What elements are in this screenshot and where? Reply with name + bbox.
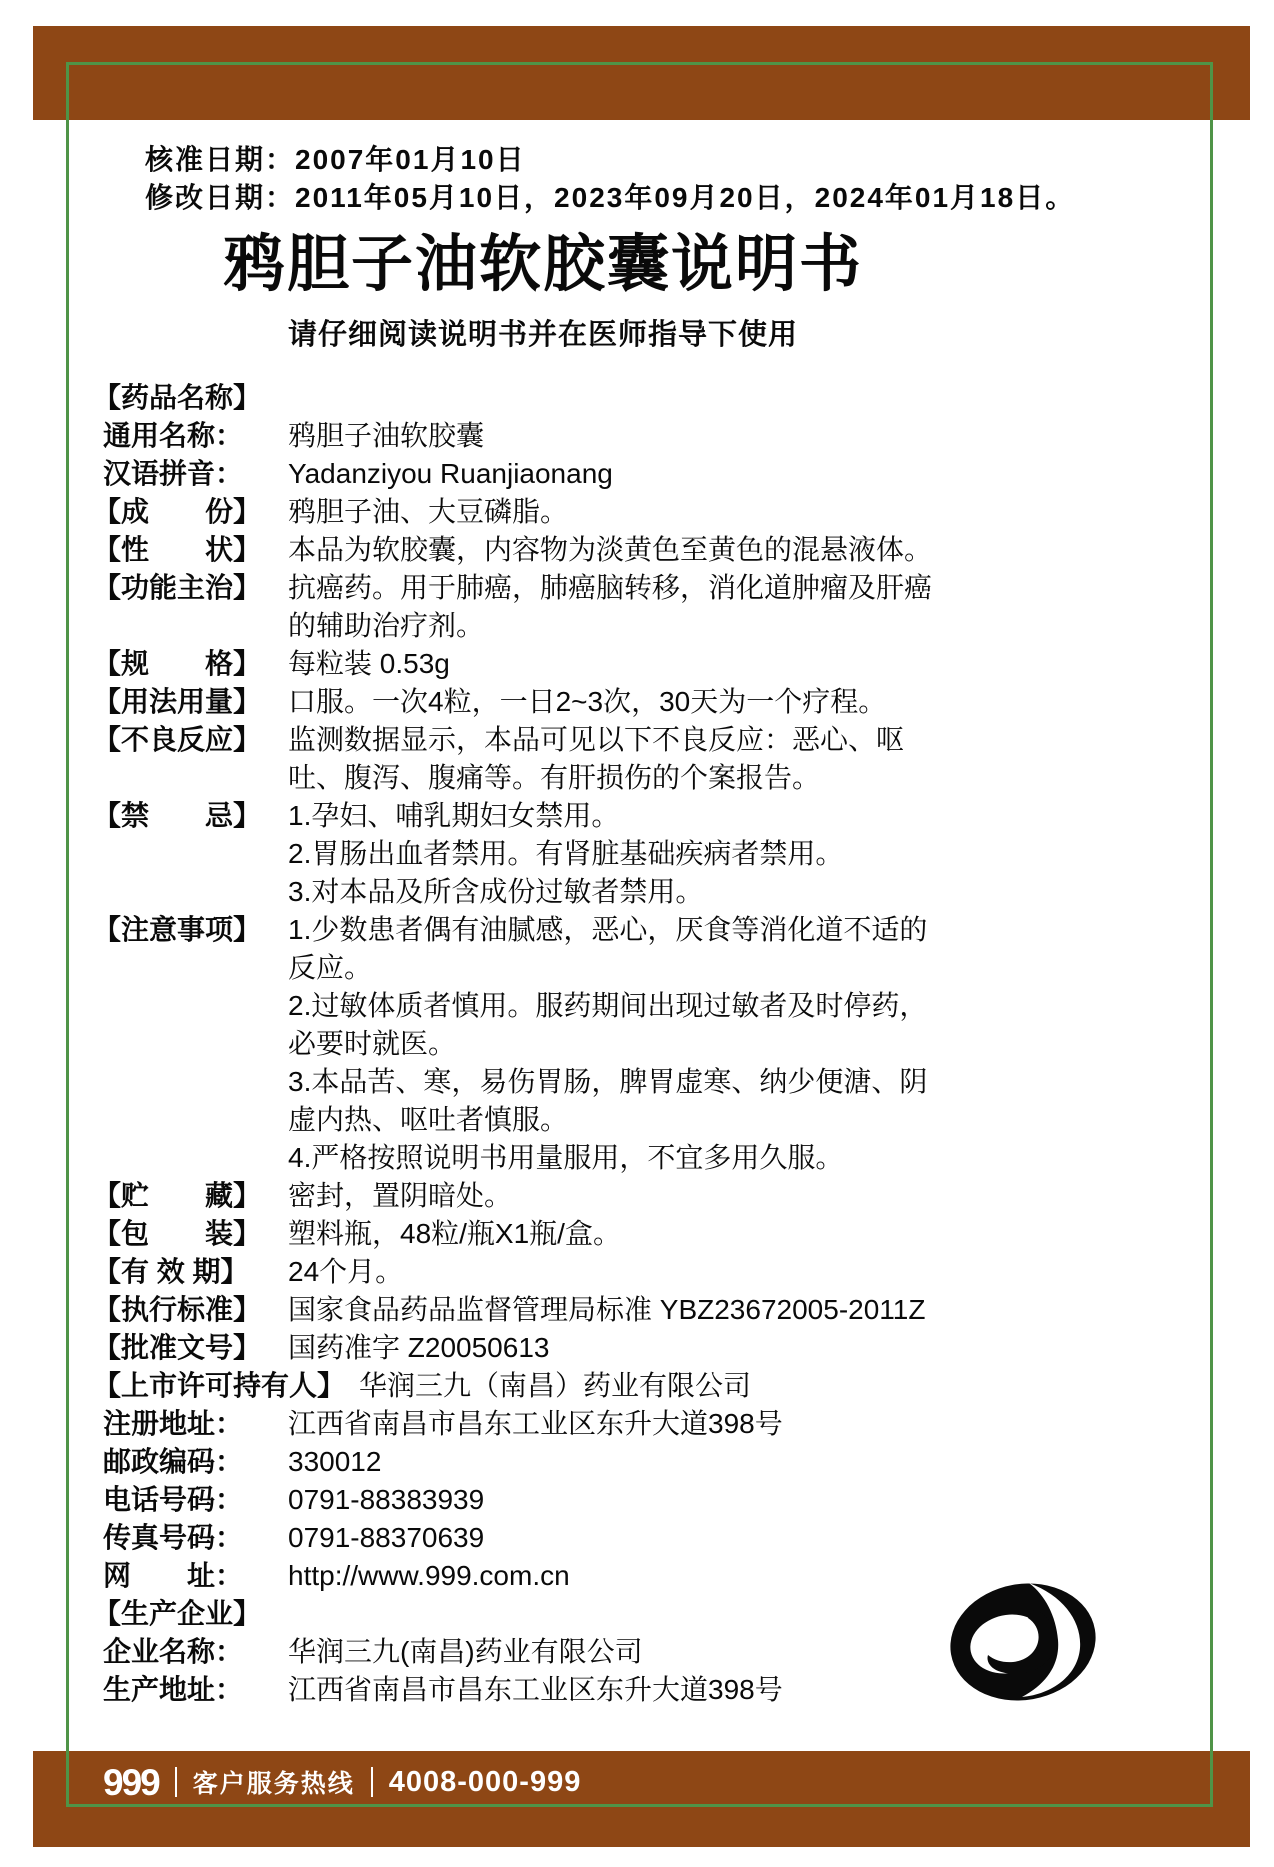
spec-label: 传真号码：: [103, 1522, 244, 1553]
spec-text: 华润三九（南昌）药业有限公司: [359, 1370, 752, 1401]
spec-label: 【注意事项】: [93, 914, 262, 945]
spec-row: [93, 1481, 1183, 1519]
spec-row: [93, 455, 1183, 493]
revision-date-label: 修改日期：: [145, 182, 296, 213]
spec-label: 【包 装】: [93, 1218, 262, 1249]
spec-text: Yadanziyou Ruanjiaonang: [288, 458, 613, 489]
spec-text: 江西省南昌市昌东工业区东升大道398号: [288, 1408, 783, 1439]
spec-label: 【规 格】: [93, 648, 262, 679]
bottom-brown-band: [33, 1751, 1250, 1847]
spec-text: 1.孕妇、哺乳期妇女禁用。: [288, 800, 620, 831]
footer-divider: [371, 1767, 373, 1797]
spec-row: [93, 1329, 1183, 1367]
revision-date-line: [145, 179, 1075, 217]
footer-divider: [175, 1767, 177, 1797]
spec-text: 本品为软胶囊，内容物为淡黄色至黄色的混悬液体。: [288, 534, 933, 565]
spec-row: [93, 1063, 1183, 1139]
page-title: 鸦胆子油软胶囊说明书: [222, 230, 863, 299]
spec-label: 【禁 忌】: [93, 800, 262, 831]
spec-text: 华润三九(南昌)药业有限公司: [288, 1636, 643, 1667]
spec-row: [93, 1405, 1183, 1443]
spec-label: 【执行标准】: [93, 1294, 262, 1325]
spec-label: 网 址：: [103, 1560, 244, 1591]
footer-999-logotype: 999: [103, 1761, 159, 1803]
spec-text: 密封，置阴暗处。: [288, 1180, 513, 1211]
spec-label: 邮政编码：: [103, 1446, 244, 1477]
spec-rows: [93, 379, 1183, 1709]
footer-hotline-bar: [103, 1760, 581, 1804]
spec-label: 【性 状】: [93, 534, 262, 565]
spec-label: 生产地址：: [103, 1674, 244, 1705]
spec-row: [93, 683, 1183, 721]
spec-row: [93, 1215, 1183, 1253]
spec-label: 【贮 藏】: [93, 1180, 262, 1211]
spec-row: [93, 379, 1183, 417]
spec-text: 24个月。: [288, 1256, 404, 1287]
spec-label: 【功能主治】: [93, 572, 262, 603]
spec-text: 国药准字 Z20050613: [288, 1332, 550, 1363]
spec-text: 监测数据显示，本品可见以下不良反应：恶心、呕吐、腹泻、腹痛等。有肝损伤的个案报告。: [288, 724, 905, 793]
title-block: [93, 230, 993, 353]
spec-text: 2.胃肠出血者禁用。有肾脏基础疾病者禁用。: [288, 838, 844, 869]
spec-row: [93, 1253, 1183, 1291]
spec-row: [93, 911, 1183, 987]
spec-row: [93, 1177, 1183, 1215]
spec-text: 4.严格按照说明书用量服用，不宜多用久服。: [288, 1142, 844, 1173]
spec-label: 【药品名称】: [93, 382, 262, 413]
spec-text: 国家食品药品监督管理局标准 YBZ23672005-2011Z: [288, 1294, 926, 1325]
spec-text: 江西省南昌市昌东工业区东升大道398号: [288, 1674, 783, 1705]
spec-text: 塑料瓶，48粒/瓶X1瓶/盒。: [288, 1218, 621, 1249]
spec-label: 【成 份】: [93, 496, 262, 527]
spec-row: [93, 531, 1183, 569]
approval-date-label: 核准日期：: [145, 144, 296, 175]
spec-row: [93, 835, 1183, 873]
spec-row: [93, 417, 1183, 455]
spec-row: [93, 645, 1183, 683]
spec-text: 330012: [288, 1446, 382, 1477]
spec-text: 3.对本品及所含成份过敏者禁用。: [288, 876, 704, 907]
spec-row: [93, 569, 1183, 645]
spec-label: 通用名称：: [103, 420, 244, 451]
spec-text: 1.少数患者偶有油腻感，恶心，厌食等消化道不适的反应。: [288, 914, 928, 983]
approval-date-line: [145, 141, 1075, 179]
spec-text: 抗癌药。用于肺癌，肺癌脑转移，消化道肿瘤及肝癌的辅助治疗剂。: [288, 572, 933, 641]
spec-row: [93, 797, 1183, 835]
spec-label: 【上市许可持有人】: [93, 1370, 346, 1401]
spec-label: 【用法用量】: [93, 686, 262, 717]
hotline-number: 4008-000-999: [388, 1765, 582, 1798]
spec-row: [93, 493, 1183, 531]
top-brown-band: [33, 26, 1250, 120]
spec-label: 【生产企业】: [93, 1598, 262, 1629]
customer-service-label: 客户服务热线: [192, 1770, 355, 1798]
spec-label: 企业名称：: [103, 1636, 244, 1667]
spec-row: [93, 987, 1183, 1063]
spec-row: [93, 1367, 1183, 1405]
spec-row: [93, 873, 1183, 911]
spec-text: 鸦胆子油、大豆磷脂。: [288, 496, 569, 527]
spec-text: 0791-88370639: [288, 1522, 485, 1553]
spec-text: 2.过敏体质者慎用。服药期间出现过敏者及时停药，必要时就医。: [288, 990, 928, 1059]
spec-text: 鸦胆子油软胶囊: [288, 420, 485, 451]
spec-row: [93, 721, 1183, 797]
revision-date-value: 2011年05月10日，2023年09月20日，2024年01月18日。: [295, 182, 1076, 213]
spec-row: [93, 1139, 1183, 1177]
spec-row: [93, 1519, 1183, 1557]
spec-label: 注册地址：: [103, 1408, 244, 1439]
spec-text: 0791-88383939: [288, 1484, 485, 1515]
spec-label: 汉语拼音：: [103, 458, 244, 489]
spec-row: [93, 1443, 1183, 1481]
spec-text: 口服。一次4粒，一日2~3次，30天为一个疗程。: [288, 686, 887, 717]
date-lines: [145, 141, 1075, 217]
spec-text: http://www.999.com.cn: [288, 1560, 570, 1591]
approval-date-value: 2007年01月10日: [295, 144, 526, 175]
read-instruction-subtitle: 请仔细阅读说明书并在医师指导下使用: [287, 319, 798, 351]
spec-label: 电话号码：: [103, 1484, 244, 1515]
spec-label: 【不良反应】: [93, 724, 262, 755]
999-swirl-logo: [948, 1580, 1098, 1704]
spec-text: 每粒装 0.53g: [288, 648, 450, 679]
spec-label: 【批准文号】: [93, 1332, 262, 1363]
spec-row: [93, 1291, 1183, 1329]
spec-label: 【有 效 期】: [93, 1256, 249, 1287]
spec-text: 3.本品苦、寒，易伤胃肠，脾胃虚寒、纳少便溏、阴虚内热、呕吐者慎服。: [288, 1066, 928, 1135]
